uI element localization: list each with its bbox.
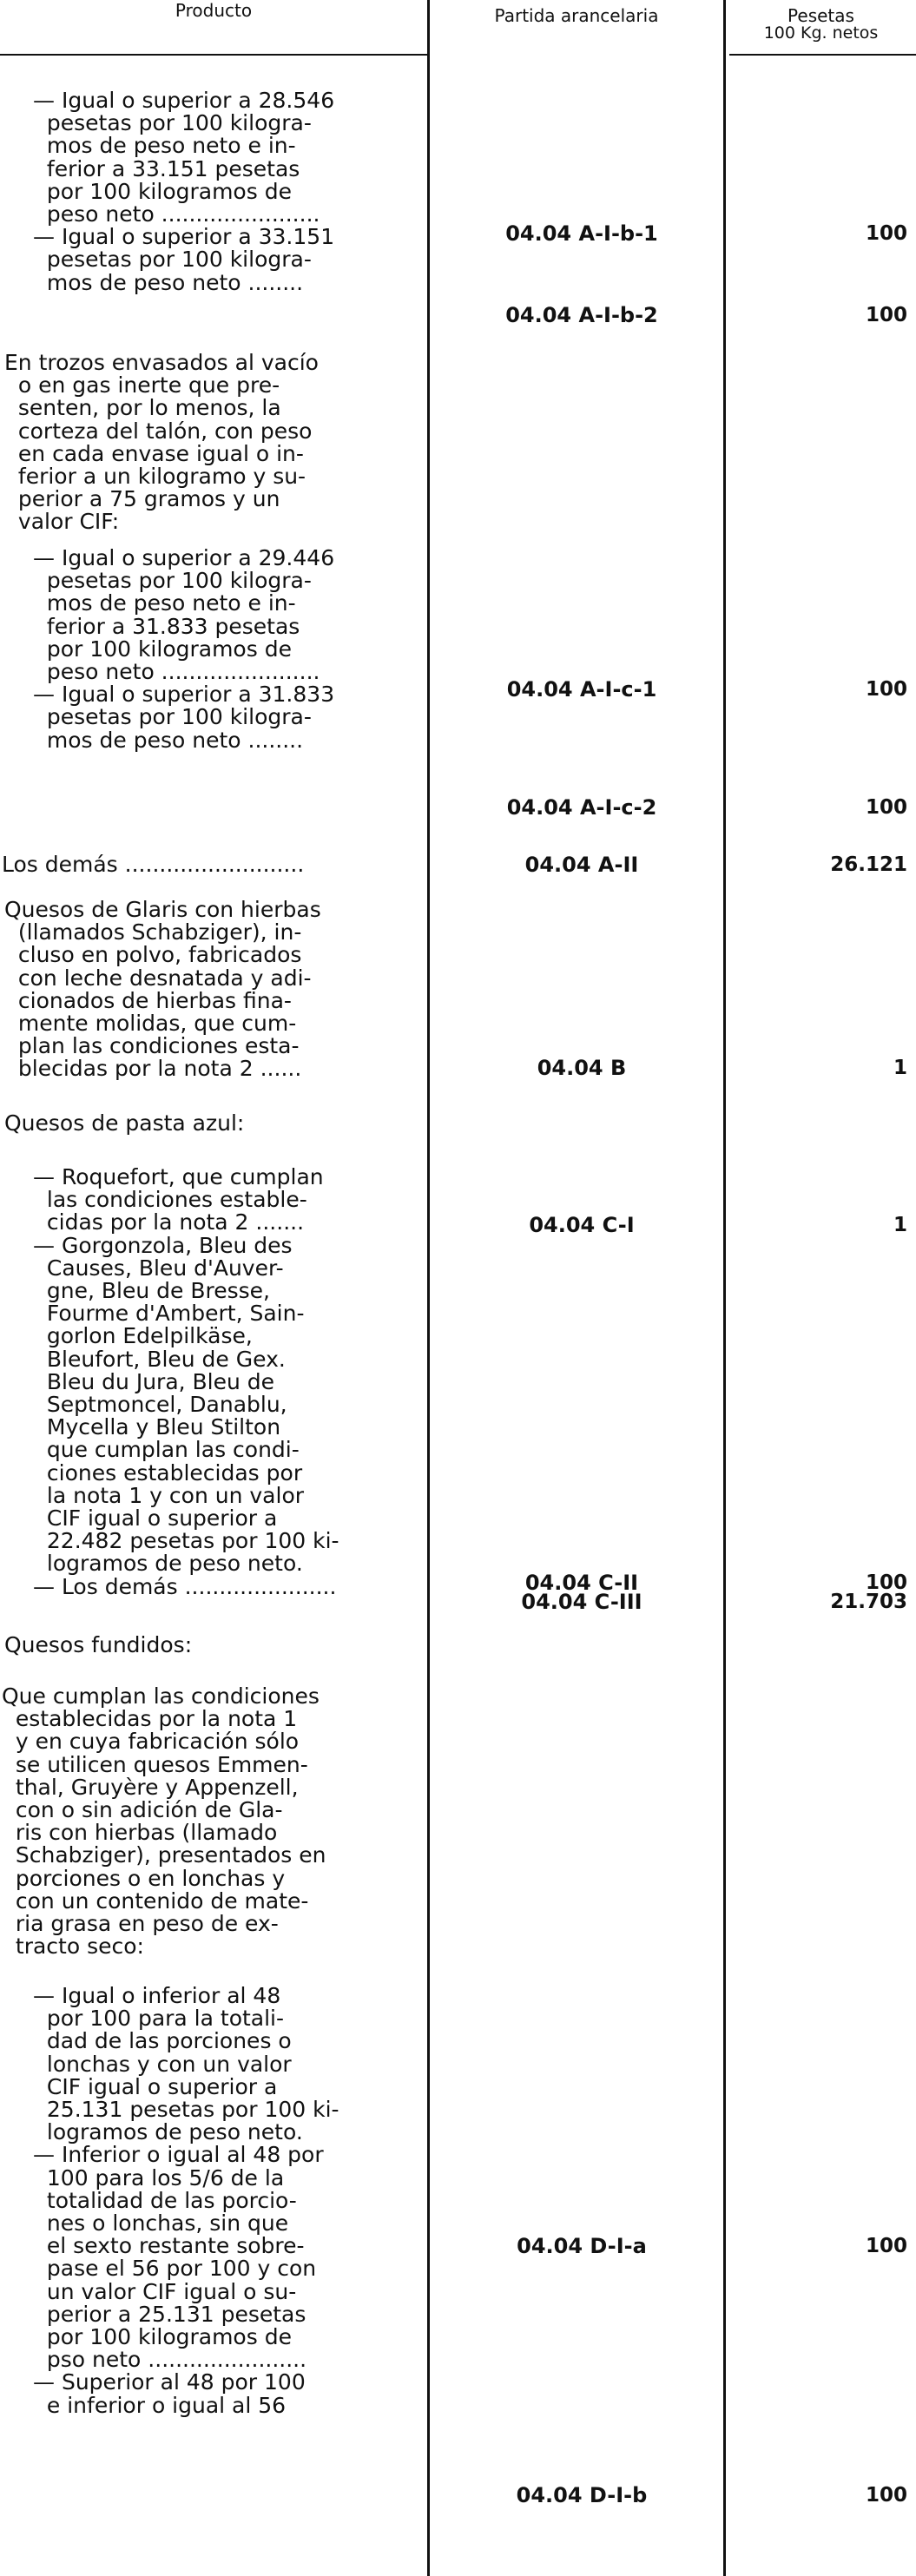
header-pesetas-unit: 100 Kg. netos: [763, 23, 879, 43]
tariff-code: 04.04 C-III: [521, 1590, 643, 1614]
product-description: — Roquefort, que cumplan las condiciones estable- cidas por la nota 2 ....... — Gorgonzola, Bleu des Causes, Bleu d'Auver- gne, Bleu de Bresse, Fourme d'Ambert, Sain- gorlon Edelpilkäse, Bleufort, Bleu de Gex. Bleu du Jura, Bleu de Septmoncel, Danablu, Mycella y Bleu Stilton que cumplan las condi- ciones establecidas por la nota 1 y con un valor CIF igual o superior a 22.482 pesetas por 100 ki- logramos de peso neto. — Los demás ......................: [33, 1164, 339, 1599]
header-underline-producto: [0, 54, 427, 56]
product-description: — Igual o inferior al 48 por 100 para la totali- dad de las porciones o lonchas y con un valor CIF igual o superior a 25.131 pesetas por 100 ki- logramos de peso neto. — Inferior o igual al 48 por 100 para los 5/6 de la totalidad de las porcio- nes o lonchas, sin que el sexto restante sobre- pase el 56 por 100 y con un valor CIF igual o su- perior a 25.131 pesetas por 100 kilogramos de pso neto ....................... — Superior al 48 por 100 e inferior o igual al 56: [33, 1983, 339, 2418]
section-heading: Quesos fundidos:: [4, 1632, 193, 1657]
column-rule-right: [723, 0, 726, 2576]
tariff-code: 04.04 A-I-c-1: [506, 677, 657, 702]
header-producto: Producto: [175, 0, 253, 21]
section-heading: Quesos de pasta azul:: [4, 1110, 245, 1136]
duty-value: 1: [893, 1057, 907, 1079]
tariff-code: 04.04 B: [537, 1056, 627, 1080]
header-partida-arancelaria: Partida arancelaria: [494, 5, 659, 26]
tariff-code: 04.04 A-II: [524, 853, 639, 877]
duty-value: 100: [865, 678, 907, 701]
tariff-code: 04.04 A-I-b-2: [505, 303, 658, 327]
duty-value: 26.121: [830, 853, 907, 876]
tariff-code: 04.04 D-I-b: [516, 2483, 648, 2507]
product-description: Quesos de Glaris con hierbas (llamados Schabziger), in- cluso en polvo, fabricados con leche desnatada y adi- cionados de hierbas fina- mente molidas, que cum- plan las condiciones esta- blecidas por la nota 2 ......: [4, 897, 321, 1082]
header-underline-pesetas: [729, 54, 916, 56]
header-pesetas: Pesetas: [787, 5, 854, 26]
product-description: — Igual o superior a 29.446 pesetas por 100 kilogra- mos de peso neto e in- ferior a 31.833 pesetas por 100 kilogramos de peso neto ....................... — Igual o superior a 31.833 pesetas por 100 kilogra- mos de peso neto ........: [33, 545, 335, 753]
tariff-code: 04.04 C-I: [529, 1213, 635, 1237]
duty-value: 100: [865, 2484, 907, 2507]
product-description: Los demás ..........................: [2, 852, 305, 877]
column-rule-left: [427, 0, 430, 2576]
duty-value: 100: [865, 796, 907, 819]
product-description: En trozos envasados al vacío o en gas inerte que pre- senten, por lo menos, la corteza del talón, con peso en cada envase igual o in- ferior a un kilogramo y su- perior a 75 gramos y un valor CIF:: [4, 350, 319, 535]
duty-value: 100: [865, 1571, 907, 1594]
duty-value: 100: [865, 304, 907, 326]
tariff-code: 04.04 A-I-b-1: [505, 221, 658, 246]
tariff-code: 04.04 C-II: [524, 1571, 639, 1595]
duty-value: 100: [865, 222, 907, 245]
duty-value: 100: [865, 2235, 907, 2257]
product-description: Que cumplan las condiciones establecidas por la nota 1 y en cuya fabricación sólo se utilicen quesos Emmen- thal, Gruyère y Appenzell, con o sin adición de Gla- ris con hierbas (llamado Schabziger), presentados en porciones o en lonchas y con un contenido de mate- ria grasa en peso de ex- tracto seco:: [2, 1683, 326, 1960]
tariff-code: 04.04 D-I-a: [517, 2234, 647, 2258]
tariff-code: 04.04 A-I-c-2: [506, 795, 657, 820]
duty-value: 1: [893, 1214, 907, 1236]
duty-value: 21.703: [830, 1591, 907, 1613]
product-description: — Igual o superior a 28.546 pesetas por 100 kilogra- mos de peso neto e in- ferior a 33.151 pesetas por 100 kilogramos de peso neto ....................... — Igual o superior a 33.151 pesetas por 100 kilogra- mos de peso neto ........: [33, 88, 335, 295]
